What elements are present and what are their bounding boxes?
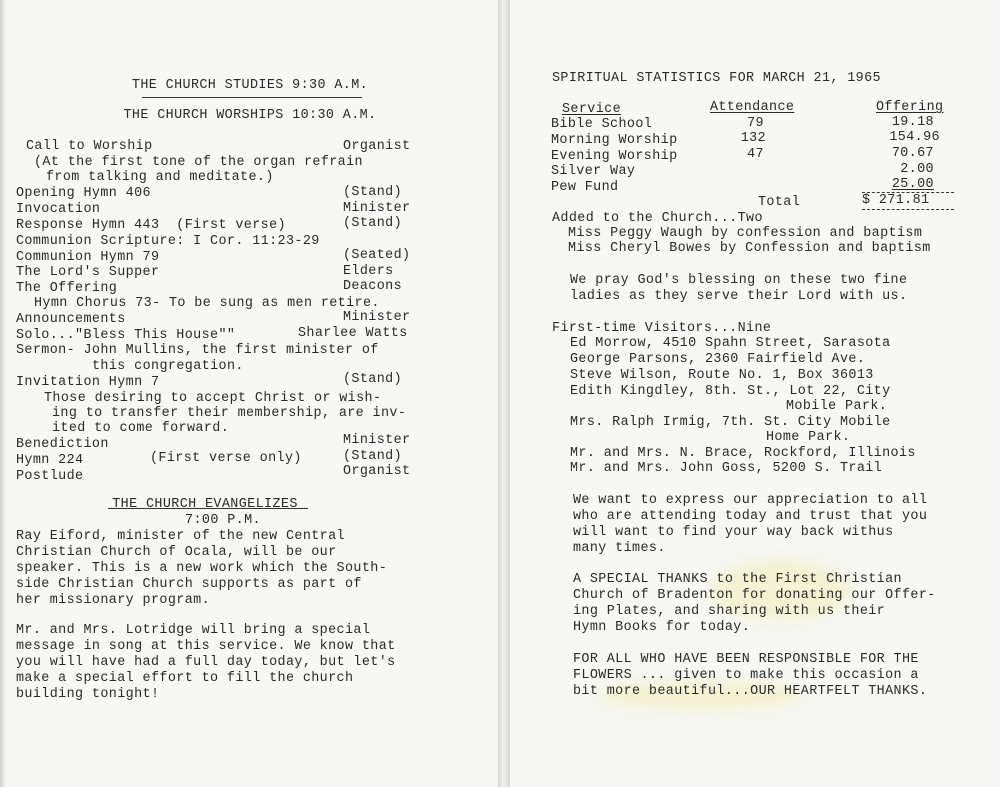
order-role: (Stand) xyxy=(343,449,403,464)
paragraph-line: speaker. This is a new work which the South- xyxy=(16,561,388,576)
paragraph-line: make a special effort to fill the church xyxy=(16,671,354,686)
center-fold xyxy=(498,0,510,787)
order-role: (Stand) xyxy=(343,185,403,200)
total-label: Total xyxy=(758,195,801,210)
order-item: Sermon- John Mullins, the first minister of xyxy=(16,343,379,358)
total-value: $ 271.81 xyxy=(862,193,930,208)
order-item: Response Hymn 443 (First verse) xyxy=(16,218,286,233)
visitor-line: Mobile Park. xyxy=(786,399,888,414)
added-line: Miss Peggy Waugh by confession and baptism xyxy=(568,226,923,241)
left-page xyxy=(0,0,498,787)
paragraph-line: her missionary program. xyxy=(16,593,211,608)
order-item: Call to Worship xyxy=(26,139,153,154)
visitor-line: Mr. and Mrs. John Goss, 5200 S. Trail xyxy=(570,461,883,476)
thanks-line: Hymn Books for today. xyxy=(573,620,751,635)
col-header-service: Service xyxy=(562,102,622,117)
total-rule xyxy=(862,209,954,210)
order-item: The Offering xyxy=(16,281,118,296)
heading-rule xyxy=(142,97,362,98)
right-page xyxy=(510,0,1000,787)
table-cell-offering: 25.00 xyxy=(891,177,934,192)
table-cell-service: Silver Way xyxy=(551,164,636,179)
worships-heading: THE CHURCH WORSHIPS 10:30 A.M. xyxy=(123,108,377,123)
order-role: Minister xyxy=(343,201,411,216)
order-role: Minister xyxy=(343,310,411,325)
paragraph-line: Ray Eiford, minister of the new Central xyxy=(16,529,345,544)
visitor-line: Home Park. xyxy=(766,430,851,445)
order-role: Deacons xyxy=(343,279,403,294)
order-item: Invitation Hymn 7 xyxy=(16,375,160,390)
table-cell-service: Pew Fund xyxy=(551,180,619,195)
visitor-line: Ed Morrow, 4510 Spahn Street, Sarasota xyxy=(570,336,891,351)
order-role: Elders xyxy=(343,264,394,279)
flowers-line: FOR ALL WHO HAVE BEEN RESPONSIBLE FOR THE xyxy=(573,652,919,667)
order-role: (Stand) xyxy=(343,216,403,231)
visitor-line: Mr. and Mrs. N. Brace, Rockford, Illinois xyxy=(570,446,916,461)
order-role: Organist xyxy=(343,464,411,479)
paragraph-line: building tonight! xyxy=(16,687,160,702)
order-item: (First verse only) xyxy=(150,451,302,466)
order-item: Those desiring to accept Christ or wish- xyxy=(44,391,382,406)
table-cell-offering: 19.18 xyxy=(891,115,934,130)
order-item: Hymn 224 xyxy=(16,453,84,468)
order-role: Minister xyxy=(343,433,411,448)
thanks-line: ing Plates, and sharing with us their xyxy=(573,604,886,619)
thanks-line: Church of Bradenton for donating our Offer- xyxy=(573,588,936,603)
table-cell-attendance: 132 xyxy=(740,131,766,146)
thanks-line: A SPECIAL THANKS to the First Christian xyxy=(573,572,902,587)
order-item: from talking and meditate.) xyxy=(46,170,274,185)
visitor-line: Steve Wilson, Route No. 1, Box 36013 xyxy=(570,368,874,383)
order-role: Organist xyxy=(343,139,411,154)
studies-heading: THE CHURCH STUDIES 9:30 A.M. xyxy=(131,78,369,93)
order-item: Invocation xyxy=(16,202,101,217)
table-cell-offering: 154.96 xyxy=(889,130,940,145)
paragraph-line: Mr. and Mrs. Lotridge will bring a special xyxy=(16,623,371,638)
order-item: ing to transfer their membership, are inv- xyxy=(52,406,407,421)
order-item: Communion Scripture: I Cor. 11:23-29 xyxy=(16,234,320,249)
order-item: (At the first tone of the organ refrain xyxy=(34,155,363,170)
page-edge-shadow xyxy=(0,0,6,787)
appreciation-line: who are attending today and trust that you xyxy=(573,509,928,524)
flowers-line: bit more beautiful...OUR HEARTFELT THANKS. xyxy=(573,684,928,699)
visitor-line: George Parsons, 2360 Fairfield Ave. xyxy=(570,352,866,367)
added-heading: Added to the Church...Two xyxy=(552,211,763,226)
paragraph-line: side Christian Church supports as part of xyxy=(16,577,362,592)
appreciation-line: We want to express our appreciation to all xyxy=(573,493,928,508)
table-cell-offering: 2.00 xyxy=(900,162,934,177)
order-item: Opening Hymn 406 xyxy=(16,186,151,201)
appreciation-line: many times. xyxy=(573,541,666,556)
order-item: The Lord's Supper xyxy=(16,265,160,280)
col-header-attendance: Attendance xyxy=(710,100,795,115)
appreciation-line: will want to find your way back withus xyxy=(573,525,894,540)
order-item: Hymn Chorus 73- To be sung as men retire. xyxy=(34,296,380,311)
heading-rule xyxy=(108,508,308,509)
paragraph-line: Christian Church of Ocala, will be our xyxy=(16,545,337,560)
table-cell-service: Morning Worship xyxy=(551,133,678,148)
order-role: Sharlee Watts xyxy=(298,326,408,341)
paragraph-line: message in song at this service. We know that xyxy=(16,639,396,654)
table-cell-service: Bible School xyxy=(551,117,653,132)
blessing-line: We pray God's blessing on these two fine xyxy=(570,273,908,288)
order-item: Benediction xyxy=(16,437,109,452)
table-cell-attendance: 79 xyxy=(747,116,764,131)
visitors-heading: First-time Visitors...Nine xyxy=(552,321,772,336)
order-item: Communion Hymn 79 xyxy=(16,250,160,265)
blessing-line: ladies as they serve their Lord with us. xyxy=(570,289,908,304)
col-header-offering: Offering xyxy=(876,100,944,115)
order-item: Solo..."Bless This House"" xyxy=(16,328,236,343)
order-item: Postlude xyxy=(16,469,84,484)
table-cell-service: Evening Worship xyxy=(551,149,678,164)
stats-heading: SPIRITUAL STATISTICS FOR MARCH 21, 1965 xyxy=(552,71,881,86)
visitor-line: Edith Kingdley, 8th. St., Lot 22, City xyxy=(570,384,891,399)
order-item: Announcements xyxy=(16,312,126,327)
evangelizes-time: 7:00 P.M. xyxy=(185,513,261,528)
order-role: (Seated) xyxy=(343,248,411,263)
order-role: (Stand) xyxy=(343,372,403,387)
order-item: ited to come forward. xyxy=(52,421,230,436)
table-cell-offering: 70.67 xyxy=(891,146,934,161)
order-item: this congregation. xyxy=(92,359,244,374)
evangelizes-heading: THE CHURCH EVANGELIZES xyxy=(112,497,298,512)
table-cell-attendance: 47 xyxy=(747,147,764,162)
paragraph-line: you will have had a full day today, but let's xyxy=(16,655,396,670)
added-line: Miss Cheryl Bowes by Confession and baptism xyxy=(568,241,931,256)
visitor-line: Mrs. Ralph Irmig, 7th. St. City Mobile xyxy=(570,415,891,430)
flowers-line: FLOWERS ... given to make this occasion a xyxy=(573,668,919,683)
